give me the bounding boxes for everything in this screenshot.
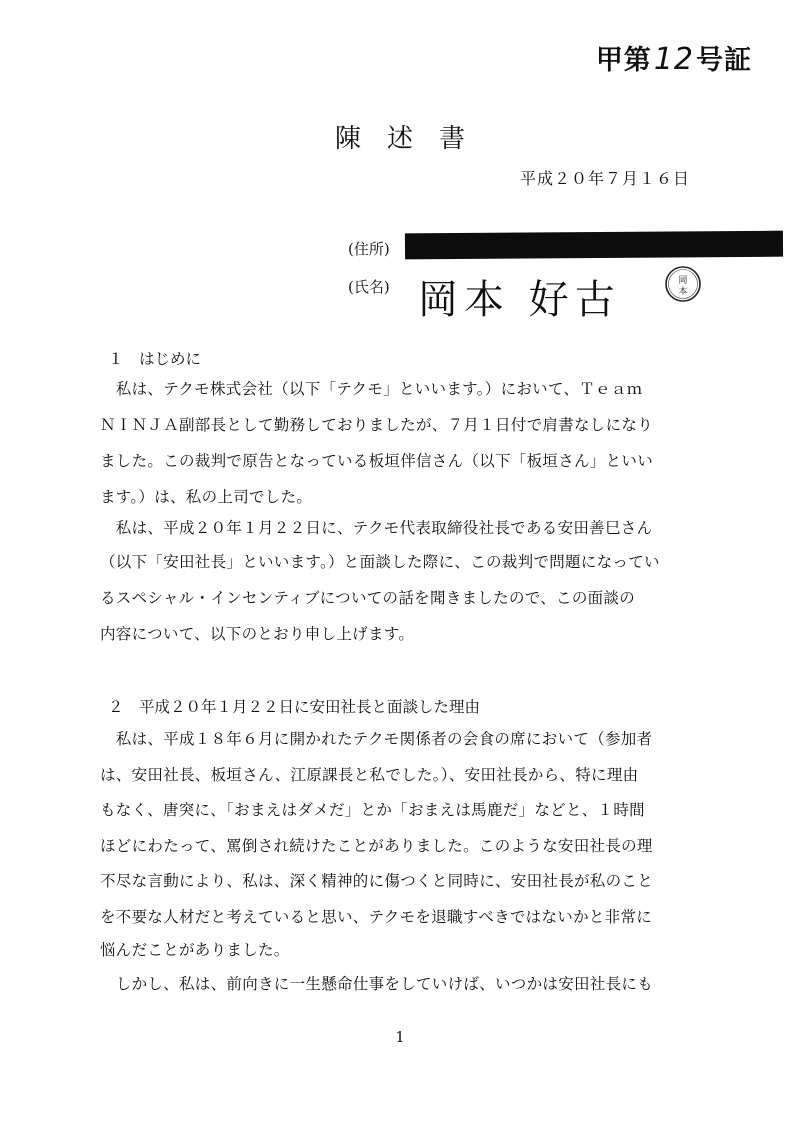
section-1-line: 私は、平成２０年１月２２日に、テクモ代表取締役社長である安田善巳さん (100, 519, 653, 537)
section-1-line: ＮＩＮＪＡ副部長として勤務しておりましたが、７月１日付で肩書なしになり (100, 416, 654, 434)
redacted-address (405, 231, 783, 260)
document-date: 平成２０年７月１６日 (519, 169, 690, 188)
personal-seal-stamp (664, 265, 702, 303)
section-1-line: ます。）は、私の上司でした。 (100, 488, 313, 506)
section-1-heading: １ はじめに (108, 350, 202, 368)
section-1-line: 私は、テクモ株式会社（以下「テクモ」といいます。）において、Ｔｅａｍ (100, 380, 643, 398)
section-2-line: 私は、平成１８年６月に開かれたテクモ関係者の会食の席において（参加者 (100, 730, 653, 748)
section-2-line: を不要な人材だと考えていると思い、テクモを退職すべきではないかと非常に (100, 908, 653, 926)
page-number: 1 (395, 1028, 405, 1046)
section-2-line: は、安田社長、板垣さん、江原課長と私でした。）、安田社長から、特に理由 (100, 766, 639, 784)
handwritten-signature: 岡本 好古 (418, 277, 621, 323)
section-2-heading: ２ 平成２０年１月２２日に安田社長と面談した理由 (108, 698, 481, 716)
name-label: (氏名) (348, 278, 390, 296)
svg-text:岡: 岡 (678, 276, 688, 286)
section-2-line: しかし、私は、前向きに一生懸命仕事をしていけば、いつかは安田社長にも (100, 975, 654, 993)
section-2-line: もなく、唐突に、「おまえはダメだ」とか「おまえは馬鹿だ」などと、１時間 (100, 801, 645, 819)
exhibit-handwritten-number: 12 (653, 42, 694, 77)
document-title: 陳述書 (334, 124, 491, 154)
section-1-line: （以下「安田社長」といいます。）と面談した際に、この裁判で問題になってい (100, 553, 660, 571)
exhibit-number (596, 38, 752, 77)
section-2-line: 不尽な言動により、私は、深く精神的に傷つくと同時に、安田社長が私のこと (100, 872, 654, 890)
section-2-line: ほどにわたって、罵倒され続けたことがありました。このような安田社長の理 (100, 837, 653, 855)
address-label: (住所) (348, 240, 390, 258)
section-1-line: ました。この裁判で原告となっている板垣伴信さん（以下「板垣さん」といい (100, 452, 654, 470)
svg-text:本: 本 (678, 287, 688, 297)
exhibit-prefix: 甲第 (595, 45, 652, 76)
section-1-line: るスペシャル・インセンティブについての話を聞きましたので、この面談の (100, 589, 636, 607)
section-1-line: 内容について、以下のとおり申し上げます。 (100, 625, 415, 643)
section-2-line: 悩んだことがありました。 (100, 941, 290, 959)
exhibit-suffix: 号証 (696, 45, 752, 76)
